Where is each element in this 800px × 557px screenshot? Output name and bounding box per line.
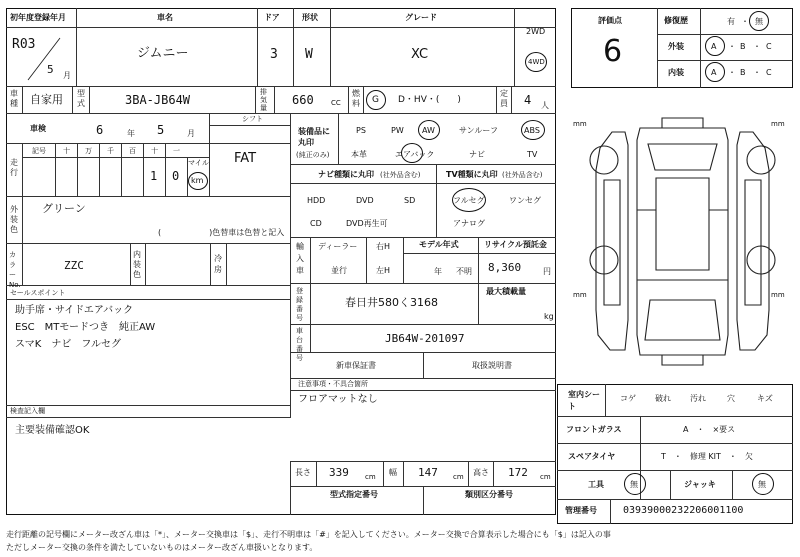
rule <box>293 8 294 86</box>
dot: ・ <box>728 42 736 51</box>
rule <box>290 390 556 391</box>
tools-label: 工具 <box>588 480 604 489</box>
navi-hdd: HDD <box>307 196 326 205</box>
length-cm: cm <box>365 473 376 481</box>
navi-sd: SD <box>404 196 416 205</box>
color-value: グリーン <box>42 202 86 215</box>
navi-label: ナビ種類に丸印 <box>318 170 374 179</box>
kind-value: 自家用 <box>30 93 63 106</box>
mileage-d4: 1 <box>150 169 158 183</box>
sheet-item: 穴 <box>727 394 735 403</box>
rule <box>436 164 437 237</box>
rule <box>423 486 424 515</box>
drive-2wd: 2WD <box>526 27 546 36</box>
mileage-h3: 百 <box>129 147 136 155</box>
rule <box>145 243 146 285</box>
rule <box>72 86 73 113</box>
interior-a: A <box>711 68 717 77</box>
interior-b: B <box>740 68 746 77</box>
capacity-label: 定員 <box>500 89 508 108</box>
jack-label: ジャッキ <box>684 480 716 489</box>
rule <box>310 283 311 324</box>
dot: ・ <box>753 42 761 51</box>
exterior-c: C <box>766 42 772 51</box>
mm-label: mm <box>573 291 587 299</box>
chassis-label: 車台番号 <box>296 327 303 362</box>
rule <box>290 113 291 417</box>
rule <box>670 470 671 499</box>
rule <box>310 237 311 283</box>
dot: ・ <box>741 17 749 26</box>
rule <box>557 470 793 471</box>
score-value: 6 <box>603 34 623 69</box>
rule <box>700 8 701 88</box>
mileage-mark-label: 記号 <box>32 147 46 155</box>
drive-4wd: 4WD <box>528 58 545 66</box>
rule <box>610 499 611 524</box>
equip-navi: ナビ <box>469 150 485 159</box>
equip-airbag: エアバック <box>395 150 435 159</box>
mileage-h2: 千 <box>107 147 114 155</box>
rule <box>210 243 211 285</box>
first-reg-era: R03 <box>12 37 36 52</box>
manual: 取扱説明書 <box>472 361 512 370</box>
height-value: 172 <box>508 466 528 479</box>
exterior-b: B <box>740 42 746 51</box>
sales-points-label: セールスポイント <box>10 289 66 297</box>
cc-unit: CC <box>331 99 341 107</box>
km-unit: km <box>191 176 204 185</box>
length-label: 長さ <box>295 468 311 477</box>
shift-label: シフト <box>242 115 263 123</box>
equip-ps: PS <box>356 126 366 135</box>
rule <box>514 8 515 86</box>
color-label: 外装色 <box>10 205 18 234</box>
mileage-mile-label: マイル <box>188 159 209 167</box>
main-form <box>6 8 556 515</box>
displacement-label: 排気量 <box>260 88 267 112</box>
mileage-d5: 0 <box>172 169 180 183</box>
mileage-label: 走行 <box>10 158 18 177</box>
equip-leather: 本革 <box>351 150 367 159</box>
width-label: 幅 <box>389 468 397 477</box>
navi-sub: (社外品含む) <box>380 171 421 179</box>
car-name-label: 車名 <box>157 13 173 22</box>
equip-pw: PW <box>391 126 404 135</box>
rule <box>165 143 166 196</box>
mm-label: mm <box>771 120 785 128</box>
fuel-g: G <box>372 95 379 105</box>
rule <box>657 34 793 35</box>
rule <box>657 60 793 61</box>
equip-aw: AW <box>422 126 435 135</box>
max-load-label: 最大積載量 <box>486 287 526 296</box>
persons-unit: 人 <box>541 101 549 110</box>
yen-unit: 円 <box>543 267 551 276</box>
inspection-notes-text: 主要装備確認OK <box>15 425 90 436</box>
inspection-month: 5 <box>157 123 165 137</box>
sheet-item: キズ <box>757 394 773 403</box>
first-reg-label: 初年度登録年月 <box>10 13 66 22</box>
rule <box>363 86 364 113</box>
equipment-label: 装備品に丸印 <box>298 127 330 147</box>
sales-point-line: 助手席・サイドエアバック <box>15 305 134 316</box>
tools-value: 無 <box>630 480 638 489</box>
notes-text: フロアマットなし <box>298 394 378 405</box>
rule <box>6 299 290 300</box>
footer-line-2: ただしメーター交換の条件を満たしていないものはメーター改ざん車扱いとなります。 <box>6 543 318 552</box>
fuel-options: D・HV・( ) <box>398 95 461 105</box>
rule <box>557 499 793 500</box>
capacity-value: 4 <box>524 93 532 107</box>
model-year-year: 年 <box>434 267 442 276</box>
sales-point-line: ESC MTモードつき 純正AW <box>15 322 156 333</box>
navi-dvd-play: DVD再生可 <box>346 219 388 228</box>
tv-label: TV種類に丸印 <box>446 170 498 179</box>
mm-label: mm <box>573 120 587 128</box>
steering-right: 右H <box>376 242 391 251</box>
rule <box>255 86 256 113</box>
dot: ・ <box>753 68 761 77</box>
equip-tv: TV <box>527 150 538 159</box>
rule <box>55 143 56 196</box>
rule <box>290 461 291 515</box>
repair-no: 無 <box>755 17 763 26</box>
rule <box>274 86 275 113</box>
windshield-options: A ・ ×要ス <box>683 425 736 434</box>
rule <box>6 196 290 197</box>
inspection-notes-label: 検査記入欄 <box>10 407 45 415</box>
height-cm: cm <box>540 473 551 481</box>
rule <box>423 352 424 378</box>
navi-cd: CD <box>310 219 322 228</box>
recycle-value: 8,360 <box>488 261 522 274</box>
model-year-label: モデル年式 <box>419 240 459 249</box>
equip-abs: ABS <box>524 126 540 135</box>
rule <box>22 86 23 113</box>
repair-label: 修復歴 <box>664 16 688 25</box>
mm-label: mm <box>771 291 785 299</box>
rule <box>257 8 258 86</box>
score-label: 評価点 <box>598 16 622 25</box>
rule <box>657 8 658 88</box>
tv-oneseg: ワンセグ <box>509 196 541 205</box>
new-car-warranty: 新車保証書 <box>336 361 376 370</box>
rule <box>209 125 290 126</box>
rule <box>6 285 290 286</box>
equip-sunroof: サンルーフ <box>459 126 498 135</box>
rule <box>383 461 384 486</box>
rule <box>6 143 290 144</box>
recycle-label: リサイクル預託金 <box>484 240 547 249</box>
steering-left: 左H <box>376 266 391 275</box>
fuel-label: 燃料 <box>352 89 360 108</box>
repair-yes: 有 <box>727 17 735 26</box>
tv-sub: (社外品含む) <box>502 171 543 179</box>
inspection-year: 6 <box>96 123 104 137</box>
door-value: 3 <box>270 47 278 62</box>
rule <box>290 183 556 184</box>
footer-line-1: 走行距離の記号欄にメーター改ざん車は「*」、メーター交換車は「$」、走行不明車は「#」を記入してください。メーター交換で合算表示した場合にも「$」は記入の事 <box>6 530 611 539</box>
rule <box>557 443 793 444</box>
shift-value: FAT <box>234 151 257 166</box>
rule <box>338 113 339 164</box>
rule <box>290 283 556 284</box>
sheet-item: 汚れ <box>690 394 706 403</box>
rule <box>290 324 556 325</box>
registration-label: 登録番号 <box>296 287 303 322</box>
rule <box>130 243 131 285</box>
inspection-month-unit: 月 <box>187 129 195 138</box>
mileage-h4: 十 <box>151 147 158 155</box>
inspection-label: 車検 <box>30 124 46 133</box>
rule <box>468 461 469 486</box>
rule <box>76 8 77 86</box>
rule <box>22 196 23 243</box>
height-label: 高さ <box>473 468 489 477</box>
rule <box>290 461 556 462</box>
sheet-item: 破れ <box>655 394 671 403</box>
kg-unit: kg <box>544 312 554 321</box>
spare-label: スペアタイヤ <box>568 452 616 461</box>
grade-value: XC <box>411 47 429 62</box>
notes-label: 注意事項・不具合箇所 <box>298 380 368 388</box>
rule <box>22 143 23 196</box>
import-dealer: ディーラー <box>318 242 358 251</box>
rule <box>511 86 512 113</box>
rule <box>77 143 78 196</box>
interior-sheet-label: 室内シート <box>568 390 600 411</box>
width-cm: cm <box>453 473 464 481</box>
rule <box>6 113 556 114</box>
car-name-value: ジムニー <box>137 46 189 61</box>
rule <box>478 237 479 283</box>
door-label: ドア <box>264 13 280 22</box>
class-designation-label: 類別区分番号 <box>465 490 513 499</box>
mileage-h0: 十 <box>63 147 70 155</box>
exterior-label: 外装 <box>668 42 684 51</box>
grade-label: グレード <box>405 13 437 22</box>
rule <box>226 243 227 285</box>
color-no-label: カラーNo. <box>9 251 21 289</box>
windshield-label: フロントガラス <box>566 425 622 434</box>
rule <box>557 416 793 417</box>
rule <box>6 243 290 244</box>
dot: ・ <box>728 68 736 77</box>
rule <box>22 157 209 158</box>
management-label: 管理番号 <box>565 506 597 515</box>
kind-label: 車種 <box>10 89 18 108</box>
chassis-value: JB64W-201097 <box>385 332 465 345</box>
tv-analog: アナログ <box>453 219 485 228</box>
inspection-year-unit: 年 <box>127 129 135 138</box>
month-unit: 月 <box>63 71 71 80</box>
mileage-h1: 万 <box>85 147 92 155</box>
sales-point-line: スマK ナビ フルセグ <box>15 339 121 350</box>
rule <box>143 143 144 196</box>
rule <box>6 27 556 28</box>
rule <box>496 86 497 113</box>
interior-c: C <box>766 68 772 77</box>
first-reg-slash <box>24 36 64 82</box>
type-designation-label: 型式指定番号 <box>330 490 378 499</box>
sheet-item: コゲ <box>620 394 636 403</box>
rule <box>478 283 479 324</box>
car-diagram <box>570 110 795 370</box>
rule <box>6 405 291 406</box>
jack-value: 無 <box>758 480 766 489</box>
rule <box>290 164 556 165</box>
shape-value: W <box>305 47 313 62</box>
rule <box>6 417 291 418</box>
color-no-value: ZZC <box>64 259 84 272</box>
interior-color-label: 内装色 <box>133 250 141 279</box>
rule <box>348 86 349 113</box>
model-value: 3BA-JB64W <box>125 93 191 107</box>
model-label: 型式 <box>77 89 85 108</box>
rule <box>493 461 494 486</box>
rule <box>330 8 331 86</box>
rule <box>121 143 122 196</box>
shape-label: 形状 <box>302 13 318 22</box>
model-year-unknown: 不明 <box>456 267 472 276</box>
rule <box>290 378 556 379</box>
tv-fullseg: フルセグ <box>453 196 485 205</box>
rule <box>22 243 23 285</box>
equipment-sub: (純正のみ) <box>296 151 330 159</box>
exterior-a: A <box>711 42 717 51</box>
rule <box>316 461 317 486</box>
rule <box>99 143 100 196</box>
rule <box>403 461 404 486</box>
rule <box>366 237 367 283</box>
spare-options: T ・ 修理 KIT ・ 欠 <box>661 452 753 461</box>
width-value: 147 <box>418 466 438 479</box>
management-value: 03939000232206001100 <box>623 505 744 516</box>
displacement-value: 660 <box>292 93 314 107</box>
rule <box>403 237 404 283</box>
rule <box>605 384 606 416</box>
import-label: 輸入車 <box>296 242 304 275</box>
rule <box>310 324 311 352</box>
rule <box>89 86 90 113</box>
navi-dvd: DVD <box>356 196 374 205</box>
import-parallel: 並行 <box>331 266 347 275</box>
rule <box>732 470 733 499</box>
registration-value: 春日井580く3168 <box>345 296 438 309</box>
interior-label: 内装 <box>668 68 684 77</box>
mileage-h5: 一 <box>173 147 180 155</box>
rule <box>403 253 556 254</box>
color-note: ( )色替車は色替と記入 <box>158 228 285 237</box>
rule <box>290 237 556 238</box>
length-value: 339 <box>329 466 349 479</box>
cold-label: 冷房 <box>214 254 222 274</box>
first-reg-month: 5 <box>47 63 54 76</box>
